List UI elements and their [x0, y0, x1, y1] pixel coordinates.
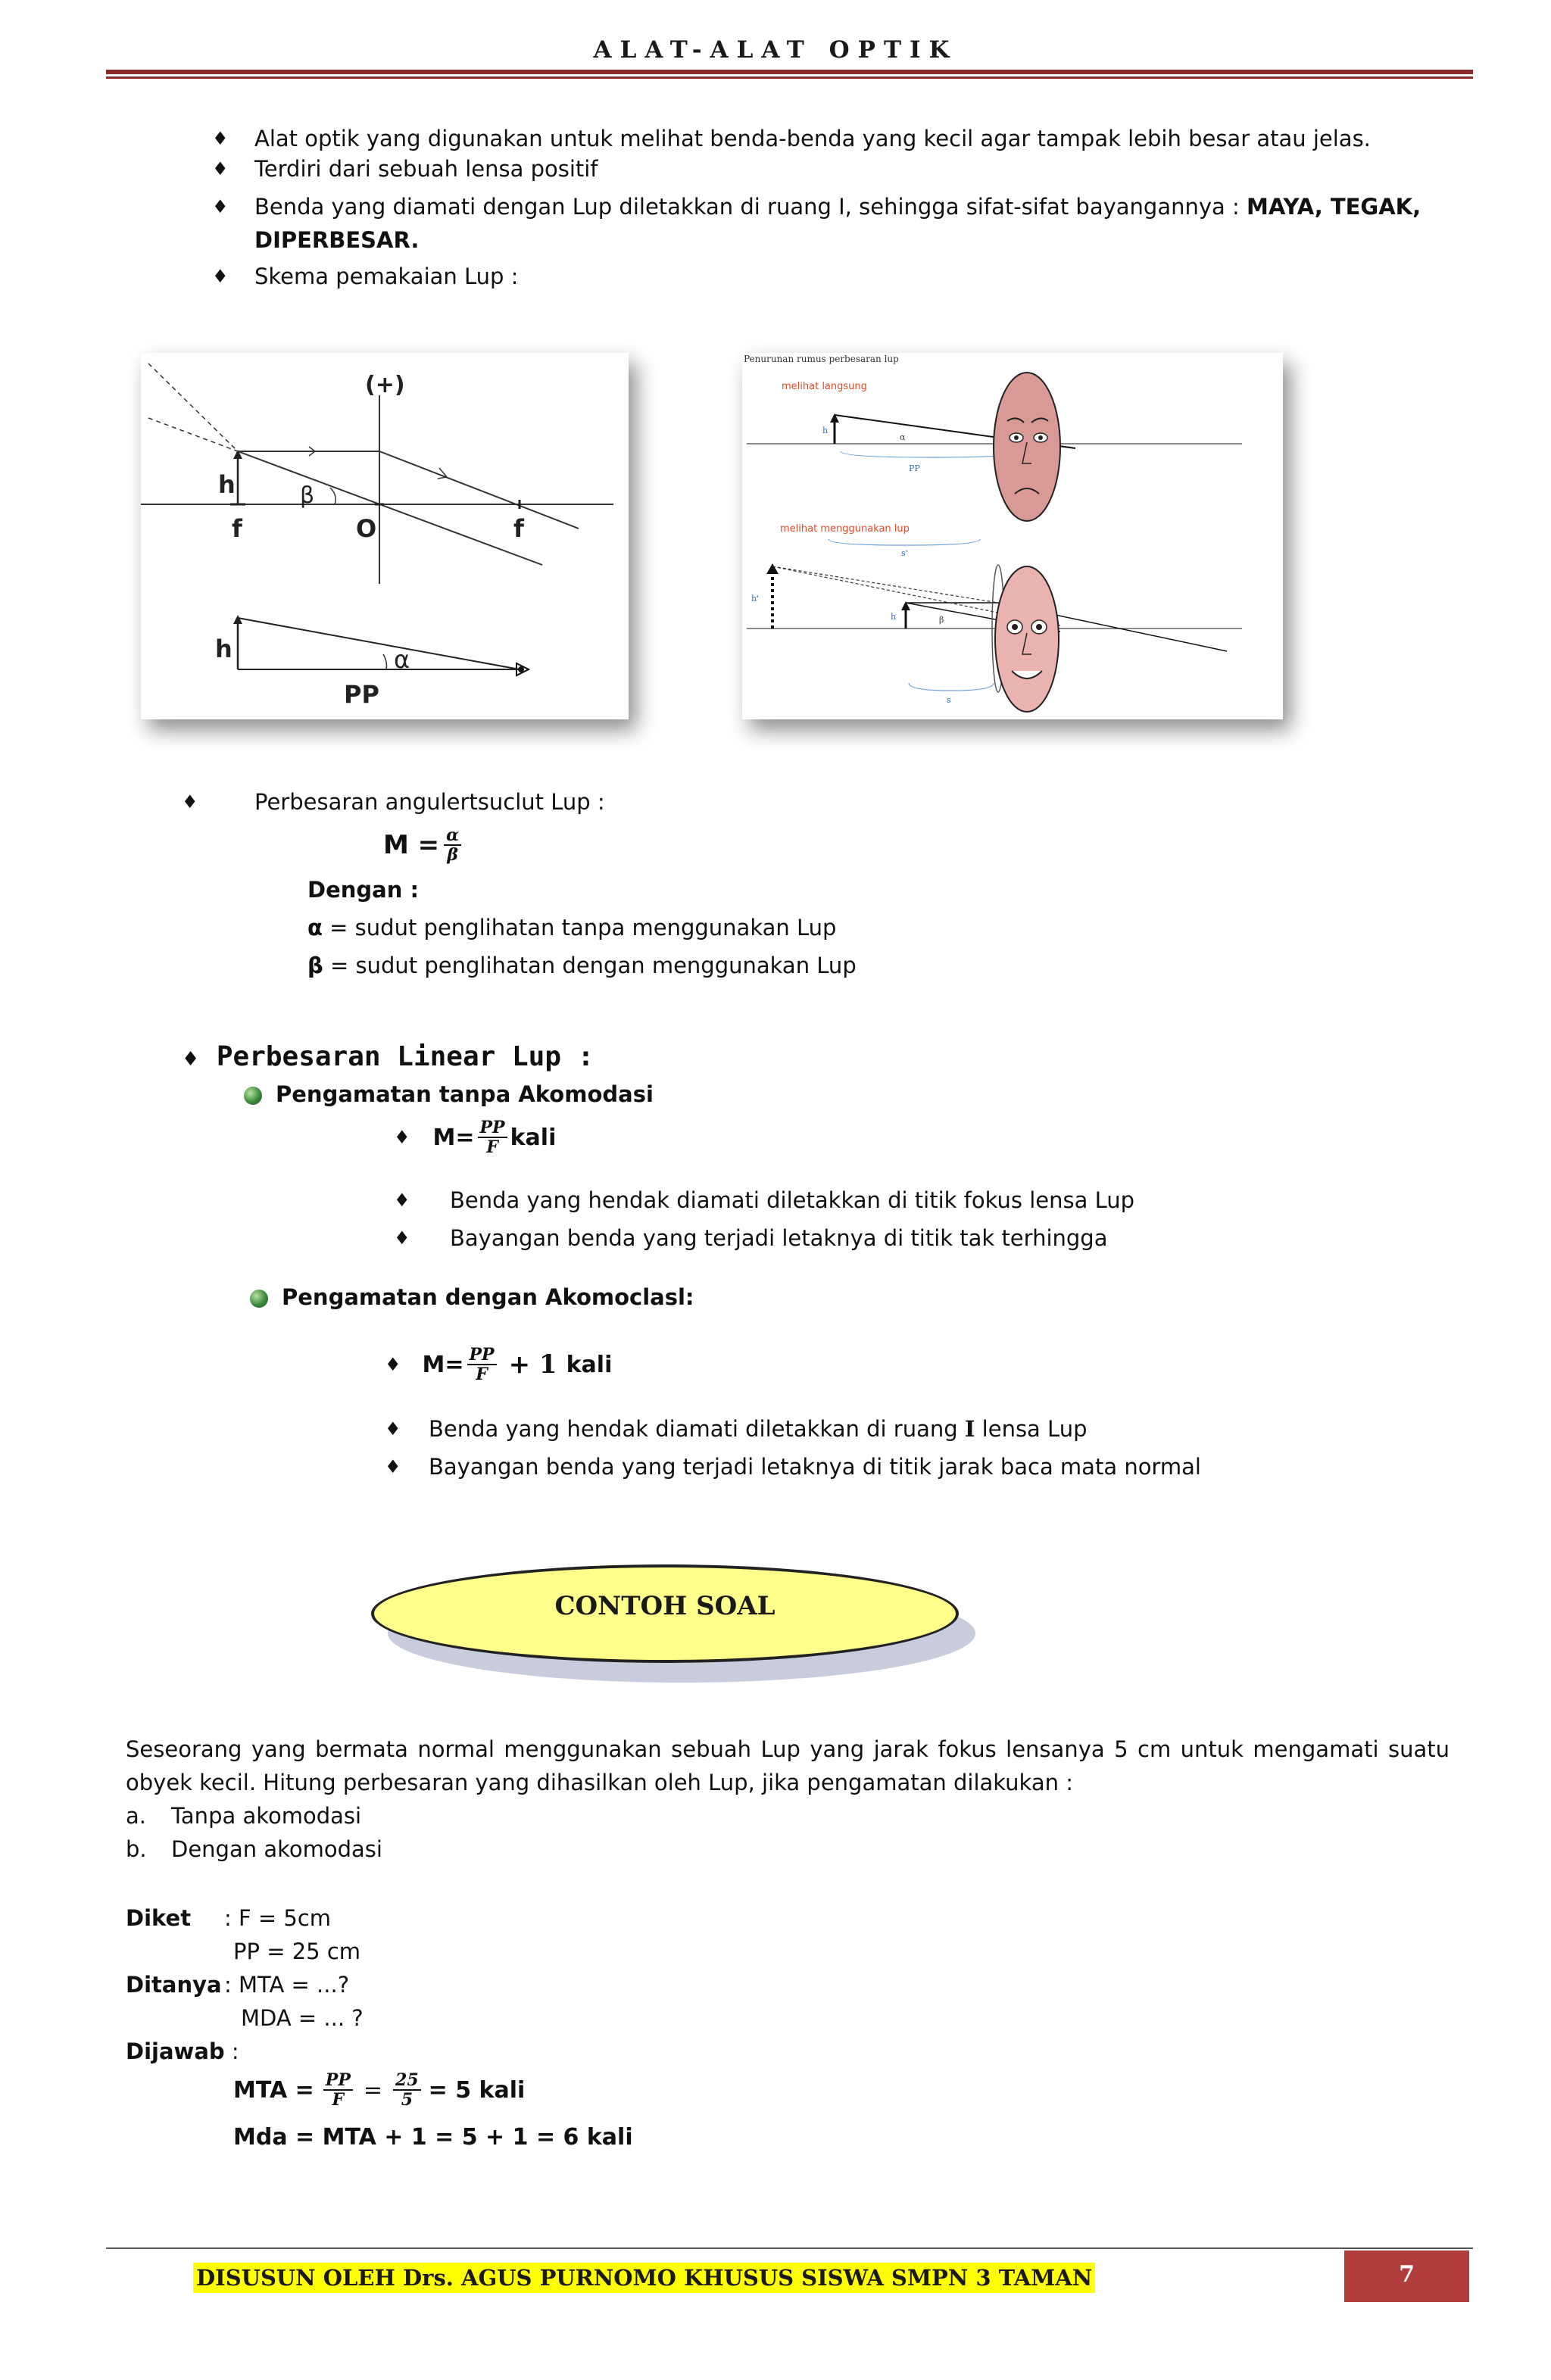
alpha-definition: α = sudut penglihatan tanpa menggunakan Lup [307, 915, 837, 940]
dengan-formula: ♦ M= $\frac{PP}{F}$ + 1 kali [385, 1345, 613, 1384]
diamond-bullet-icon: ♦ [182, 791, 198, 813]
alpha-small-label: α [900, 432, 906, 442]
figure-lup-magnification-derivation [742, 353, 1283, 719]
h-label-top: h [822, 426, 829, 435]
page-number: 7 [1344, 2251, 1469, 2302]
focus-left-label: f [232, 514, 242, 543]
mda-calculation: Mda = MTA + 1 = 5 + 1 = 6 kali [233, 2124, 633, 2151]
derivation-svg [742, 353, 1283, 719]
focus-right-label: f [513, 514, 524, 543]
alpha-label: α [394, 645, 410, 674]
header-rule [106, 70, 1473, 74]
diamond-bullet-icon: ♦ [212, 266, 229, 287]
pp-small-label: PP [909, 463, 920, 473]
height-label: h [218, 470, 236, 499]
diket-f: : F = 5cm [224, 1905, 332, 1931]
h-prime-label: h' [751, 594, 760, 604]
derivation-title: Penurunan rumus perbesaran lup [744, 354, 899, 364]
option-b: b. Dengan akomodasi [126, 1836, 382, 1862]
mta-calculation: MTA = $\frac{PP}{F}$ = $\frac{25}{5}$ = 5 kali [233, 2070, 526, 2110]
footer-rule [106, 2247, 1473, 2249]
height-label-2: h [215, 635, 232, 663]
ditanya-label: Ditanya [126, 1972, 222, 1998]
diamond-bullet-icon: ♦ [394, 1190, 410, 1211]
angular-formula: M = $\frac{\alpha}{\beta}$ [383, 818, 466, 872]
contoh-soal-label: CONTOH SOAL [554, 1591, 776, 1621]
dijawab-label: Dijawab : [126, 2038, 239, 2064]
dengan-akomodasi-heading: Pengamatan dengan Akomoclasl: [250, 1280, 694, 1315]
s-prime-label: s' [901, 548, 908, 558]
lup-view-label: melihat menggunakan lup [780, 523, 910, 535]
ditanya-mda: MDA = ... ? [241, 2005, 364, 2031]
direct-view-label: melihat langsung [782, 381, 867, 392]
diket-label: Diket [126, 1905, 192, 1931]
diamond-bullet-icon: ♦ [394, 1227, 410, 1249]
diamond-bullet-icon: ♦ [212, 158, 229, 179]
contoh-soal-banner [371, 1564, 959, 1663]
h-label-bottom: h [891, 612, 897, 622]
tanpa-akomodasi-heading: Pengamatan tanpa Akomodasi [244, 1077, 654, 1112]
diamond-bullet-icon: ♦ [212, 196, 229, 217]
option-a: a. Tanpa akomodasi [126, 1803, 362, 1829]
diamond-bullet-icon: ♦ [385, 1354, 401, 1375]
ditanya-mta: : MTA = ...? [224, 1972, 350, 1998]
intro-bullet-3-cont: DIPERBESAR. [254, 227, 420, 253]
beta-definition: β = sudut penglihatan dengan menggunakan Lup [307, 953, 857, 978]
diamond-bullet-icon: ♦ [212, 128, 229, 149]
beta-label: β [300, 482, 315, 509]
footer-author: DISUSUN OLEH Drs. AGUS PURNOMO KHUSUS SISWA SMPN 3 TAMAN [193, 2263, 1095, 2293]
diamond-bullet-icon: ♦ [385, 1418, 401, 1440]
lens-plus-label: (+) [365, 372, 405, 398]
figure-lup-ray-diagram [141, 353, 629, 719]
diket-pp: PP = 25 cm [233, 1939, 361, 1964]
tanpa-formula: ♦ M= $\frac{PP}{F}$ kali [394, 1118, 557, 1157]
linear-title: ♦ Perbesaran Linear Lup : [182, 1041, 594, 1072]
beta-small-label: β [939, 615, 944, 625]
ray-diagram-svg [141, 353, 629, 719]
dengan-label: Dengan : [307, 877, 420, 903]
diamond-bullet-icon: ♦ [182, 1048, 200, 1071]
pp-label: PP [344, 680, 379, 709]
problem-text: Seseorang yang bermata normal menggunakan sebuah Lup yang jarak fokus lensanya 5 cm untuk mengamati suatu obyek kecil. Hitung perbesaran yang dihasilkan oleh Lup, jika pengamatan dilakukan : a. Tanpa akomodasi b. Dengan akomodasi [126, 1733, 1450, 1866]
diamond-bullet-icon: ♦ [385, 1456, 401, 1477]
diamond-bullet-icon: ♦ [394, 1127, 410, 1148]
origin-label: O [356, 514, 377, 543]
alpha-over-beta: $\frac{\alpha}{\beta}$ [444, 826, 461, 864]
green-globe-bullet-icon [250, 1290, 268, 1308]
green-globe-bullet-icon [244, 1087, 262, 1105]
s-label: s [947, 695, 951, 705]
page-header-title: ALAT-ALAT OPTIK [593, 36, 958, 64]
header-rule-thin [106, 76, 1473, 79]
